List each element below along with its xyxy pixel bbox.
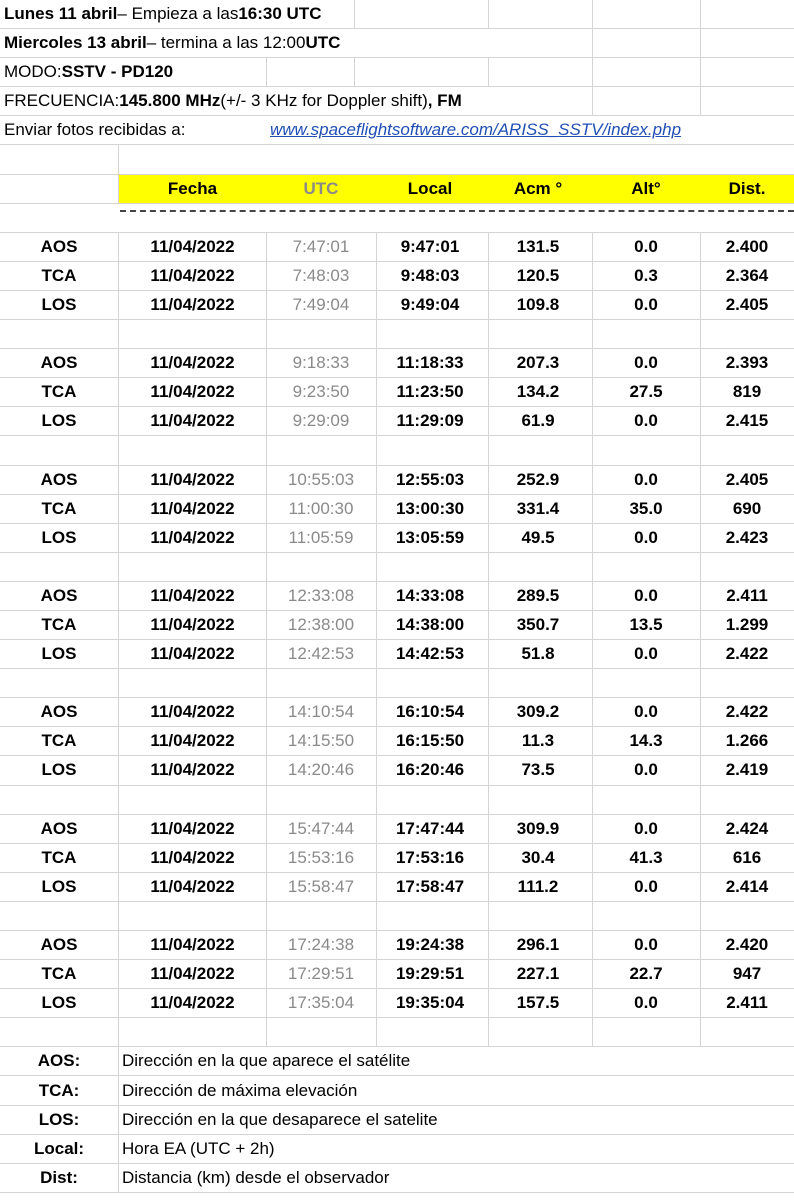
- cell-utc: 14:20:46: [287, 760, 355, 780]
- cell-acm: 134.2: [516, 382, 560, 402]
- cell-utc: 14:10:54: [287, 702, 355, 722]
- col-header-utc: UTC: [303, 178, 339, 198]
- table-row: [0, 989, 794, 1018]
- cell-local: 11:18:33: [396, 353, 464, 373]
- cell-alt: 0.3: [634, 265, 658, 285]
- cell-dist: 1.266: [725, 731, 769, 751]
- cell-fecha: 11/04/2022: [150, 382, 235, 402]
- cell-local: 17:58:47: [395, 876, 465, 896]
- legend: [0, 1047, 794, 1192]
- cell-local: 13:00:30: [395, 498, 465, 518]
- cell-utc: 7:48:03: [292, 265, 350, 285]
- cell-local: 16:15:50: [395, 731, 465, 751]
- cell-dist: 2.400: [725, 236, 769, 256]
- cell-acm: 120.5: [516, 265, 560, 285]
- blank-row: [0, 145, 794, 174]
- cell-dist: 2.411: [726, 585, 768, 605]
- cell-local: 12:55:03: [395, 469, 465, 489]
- legend-row: [0, 1106, 794, 1135]
- cell-acm: 296.1: [516, 935, 560, 955]
- cell-local: 16:10:54: [395, 702, 465, 722]
- info-row-5: [0, 116, 794, 145]
- legend-key: Dist:: [40, 1167, 78, 1187]
- cell-dist: 2.422: [725, 702, 769, 722]
- cell-event: LOS: [41, 876, 77, 896]
- cell-fecha: 11/04/2022: [150, 644, 235, 664]
- cell-dist: 2.364: [725, 265, 769, 285]
- table-row: [0, 756, 794, 785]
- legend-text: Hora EA (UTC + 2h): [122, 1138, 275, 1158]
- cell-utc: 10:55:03: [287, 469, 355, 489]
- col-header-alt: Alt°: [631, 178, 661, 198]
- table-row: [0, 495, 794, 524]
- info-row-3: [0, 58, 794, 87]
- cell-acm: 252.9: [516, 469, 560, 489]
- table-row: [0, 378, 794, 407]
- cell-local: 9:49:04: [400, 294, 460, 314]
- blank-row: [0, 436, 794, 465]
- cell-alt: 0.0: [634, 644, 658, 664]
- col-header-dist: Dist.: [728, 178, 766, 198]
- table-row: [0, 698, 794, 727]
- cell-fecha: 11/04/2022: [150, 847, 235, 867]
- cell-utc: 15:53:16: [287, 847, 355, 867]
- cell-utc: 15:47:44: [287, 818, 355, 838]
- cell-local: 11:23:50: [396, 382, 464, 402]
- table-row: [0, 815, 794, 844]
- cell-event: LOS: [41, 527, 77, 547]
- cell-utc: 17:29:51: [287, 964, 355, 984]
- legend-text: Dirección en la que desaparece el satelite: [122, 1109, 438, 1129]
- cell-event: TCA: [41, 731, 77, 751]
- cell-fecha: 11/04/2022: [150, 615, 235, 635]
- cell-local: 14:33:08: [395, 585, 465, 605]
- info-row-4: [0, 87, 794, 116]
- table-row: [0, 291, 794, 320]
- cell-local: 14:38:00: [395, 615, 465, 635]
- passes-table: [0, 233, 794, 1048]
- cell-event: AOS: [40, 353, 78, 373]
- cell-fecha: 11/04/2022: [150, 935, 235, 955]
- cell-fecha: 11/04/2022: [150, 265, 235, 285]
- cell-local: 17:53:16: [395, 847, 465, 867]
- cell-alt: 0.0: [634, 876, 658, 896]
- cell-event: AOS: [40, 935, 78, 955]
- cell-fecha: 11/04/2022: [150, 876, 235, 896]
- legend-row: [0, 1047, 794, 1076]
- table-row: [0, 873, 794, 902]
- cell-utc: 7:49:04: [292, 294, 350, 314]
- cell-acm: 109.8: [516, 294, 560, 314]
- table-row: [0, 233, 794, 262]
- cell-alt: 0.0: [634, 353, 658, 373]
- cell-local: 19:24:38: [395, 935, 465, 955]
- blank-row: [0, 902, 794, 931]
- cell-acm: 309.2: [516, 702, 560, 722]
- cell-acm: 289.5: [516, 585, 560, 605]
- cell-event: TCA: [41, 847, 77, 867]
- cell-acm: 131.5: [516, 236, 560, 256]
- table-row: [0, 960, 794, 989]
- ariss-link[interactable]: [270, 116, 681, 144]
- cell-event: AOS: [40, 236, 78, 256]
- cell-event: AOS: [40, 702, 78, 722]
- cell-fecha: 11/04/2022: [150, 498, 235, 518]
- legend-key: Local:: [33, 1138, 85, 1158]
- cell-local: 16:20:46: [395, 760, 465, 780]
- cell-local: 13:05:59: [395, 527, 465, 547]
- cell-utc: 11:05:59: [288, 527, 354, 547]
- cell-dist: 2.424: [725, 818, 769, 838]
- cell-fecha: 11/04/2022: [150, 353, 235, 373]
- cell-dist: 2.405: [725, 469, 769, 489]
- cell-utc: 9:18:33: [292, 353, 350, 373]
- table-row: [0, 727, 794, 756]
- cell-event: TCA: [41, 964, 77, 984]
- cell-utc: 14:15:50: [287, 731, 355, 751]
- cell-fecha: 11/04/2022: [150, 585, 235, 605]
- cell-acm: 111.2: [517, 876, 559, 896]
- blank-row: [0, 1018, 794, 1047]
- legend-text: Distancia (km) desde el observador: [122, 1167, 390, 1187]
- cell-acm: 309.9: [516, 818, 560, 838]
- cell-event: TCA: [41, 615, 77, 635]
- cell-alt: 22.7: [629, 964, 663, 984]
- cell-local: 14:42:53: [395, 644, 465, 664]
- col-header-local: Local: [407, 178, 453, 198]
- cell-dist: 819: [732, 382, 762, 402]
- cell-local: 11:29:09: [396, 411, 464, 431]
- cell-alt: 0.0: [634, 527, 658, 547]
- cell-dist: 2.393: [725, 353, 769, 373]
- cell-fecha: 11/04/2022: [150, 236, 235, 256]
- legend-text: Dirección en la que aparece el satélite: [122, 1051, 411, 1071]
- cell-event: LOS: [41, 644, 77, 664]
- info-row-2: [0, 29, 794, 58]
- cell-event: LOS: [41, 411, 77, 431]
- cell-event: TCA: [41, 498, 77, 518]
- cell-acm: 73.5: [521, 760, 555, 780]
- cell-alt: 0.0: [634, 760, 658, 780]
- cell-utc: 15:58:47: [287, 876, 355, 896]
- cell-alt: 0.0: [634, 993, 658, 1013]
- info-line-5-label: Enviar fotos recibidas a:: [4, 120, 186, 140]
- info-line-2: Miercoles 13 abril – termina a las 12:00 UTC: [4, 33, 341, 53]
- cell-event: TCA: [41, 382, 77, 402]
- info-line-4: FRECUENCIA: 145.800 MHz (+/- 3 KHz for Doppler shift) , FM: [4, 91, 462, 111]
- separator-row: [0, 204, 794, 233]
- cell-alt: 0.0: [634, 702, 658, 722]
- cell-event: AOS: [40, 818, 78, 838]
- cell-alt: 13.5: [629, 615, 663, 635]
- cell-dist: 947: [732, 964, 762, 984]
- info-line-1: Lunes 11 abril – Empieza a las 16:30 UTC: [4, 4, 322, 24]
- cell-event: LOS: [41, 760, 77, 780]
- cell-fecha: 11/04/2022: [150, 818, 235, 838]
- cell-dist: 1.299: [725, 615, 769, 635]
- legend-key: TCA:: [38, 1080, 80, 1100]
- cell-local: 9:47:01: [400, 236, 460, 256]
- legend-row: [0, 1164, 794, 1193]
- table-row: [0, 349, 794, 378]
- table-row: [0, 611, 794, 640]
- cell-event: LOS: [41, 993, 77, 1013]
- cell-alt: 41.3: [629, 847, 663, 867]
- info-row-1: [0, 0, 794, 29]
- cell-utc: 9:23:50: [292, 382, 350, 402]
- table-row: [0, 844, 794, 873]
- cell-utc: 12:38:00: [287, 615, 355, 635]
- col-header-acm: Acm °: [513, 178, 563, 198]
- cell-alt: 27.5: [629, 382, 663, 402]
- cell-utc: 17:24:38: [287, 935, 355, 955]
- cell-dist: 616: [732, 847, 762, 867]
- cell-event: LOS: [41, 294, 77, 314]
- cell-dist: 2.405: [725, 294, 769, 314]
- cell-fecha: 11/04/2022: [150, 702, 235, 722]
- cell-utc: 17:35:04: [287, 993, 355, 1013]
- cell-event: AOS: [40, 469, 78, 489]
- cell-dist: 2.414: [725, 876, 769, 896]
- legend-text: Dirección de máxima elevación: [122, 1080, 358, 1100]
- cell-alt: 0.0: [634, 294, 658, 314]
- cell-fecha: 11/04/2022: [150, 469, 235, 489]
- legend-row: [0, 1076, 794, 1105]
- cell-utc: 11:00:30: [288, 498, 354, 518]
- cell-fecha: 11/04/2022: [150, 731, 235, 751]
- cell-acm: 61.9: [521, 411, 555, 431]
- cell-dist: 2.411: [726, 993, 768, 1013]
- cell-alt: 35.0: [629, 498, 663, 518]
- blank-row: [0, 786, 794, 815]
- cell-alt: 0.0: [634, 411, 658, 431]
- cell-utc: 7:47:01: [292, 236, 350, 256]
- cell-acm: 227.1: [516, 964, 560, 984]
- col-header-fecha: Fecha: [167, 178, 218, 198]
- cell-acm: 350.7: [516, 615, 560, 635]
- cell-alt: 0.0: [634, 818, 658, 838]
- cell-event: TCA: [41, 265, 77, 285]
- cell-dist: 2.422: [725, 644, 769, 664]
- cell-alt: 14.3: [629, 731, 663, 751]
- table-row: [0, 640, 794, 669]
- cell-fecha: 11/04/2022: [150, 527, 235, 547]
- blank-row: [0, 320, 794, 349]
- cell-utc: 9:29:09: [292, 411, 350, 431]
- cell-fecha: 11/04/2022: [150, 964, 235, 984]
- cell-event: AOS: [40, 585, 78, 605]
- table-row: [0, 524, 794, 553]
- cell-local: 19:29:51: [395, 964, 465, 984]
- legend-key: LOS:: [38, 1109, 80, 1129]
- cell-acm: 11.3: [521, 731, 555, 751]
- table-header-row: [0, 175, 794, 204]
- cell-fecha: 11/04/2022: [150, 411, 235, 431]
- blank-row: [0, 669, 794, 698]
- cell-acm: 30.4: [521, 847, 555, 867]
- cell-dist: 2.415: [725, 411, 769, 431]
- table-row: [0, 466, 794, 495]
- cell-local: 17:47:44: [395, 818, 465, 838]
- cell-utc: 12:42:53: [287, 644, 355, 664]
- cell-fecha: 11/04/2022: [150, 760, 235, 780]
- ariss-link-text[interactable]: www.spaceflightsoftware.com/ARISS_SSTV/index.php: [270, 120, 682, 140]
- cell-utc: 12:33:08: [287, 585, 355, 605]
- cell-dist: 2.419: [725, 760, 769, 780]
- blank-row: [0, 553, 794, 582]
- cell-dist: 690: [732, 498, 762, 518]
- table-row: [0, 582, 794, 611]
- cell-acm: 207.3: [516, 353, 560, 373]
- cell-alt: 0.0: [634, 585, 658, 605]
- cell-local: 9:48:03: [400, 265, 460, 285]
- cell-dist: 2.423: [725, 527, 769, 547]
- cell-acm: 49.5: [521, 527, 555, 547]
- cell-alt: 0.0: [634, 469, 658, 489]
- dashed-separator: [120, 210, 794, 212]
- cell-fecha: 11/04/2022: [150, 993, 235, 1013]
- legend-row: [0, 1135, 794, 1164]
- cell-acm: 157.5: [516, 993, 560, 1013]
- table-row: [0, 262, 794, 291]
- cell-local: 19:35:04: [395, 993, 465, 1013]
- table-row: [0, 931, 794, 960]
- info-line-3: MODO: SSTV - PD120: [4, 62, 174, 82]
- table-row: [0, 407, 794, 436]
- cell-acm: 51.8: [521, 644, 555, 664]
- cell-dist: 2.420: [725, 935, 769, 955]
- cell-fecha: 11/04/2022: [150, 294, 235, 314]
- cell-acm: 331.4: [516, 498, 560, 518]
- cell-alt: 0.0: [634, 236, 658, 256]
- legend-key: AOS:: [37, 1051, 81, 1071]
- cell-alt: 0.0: [634, 935, 658, 955]
